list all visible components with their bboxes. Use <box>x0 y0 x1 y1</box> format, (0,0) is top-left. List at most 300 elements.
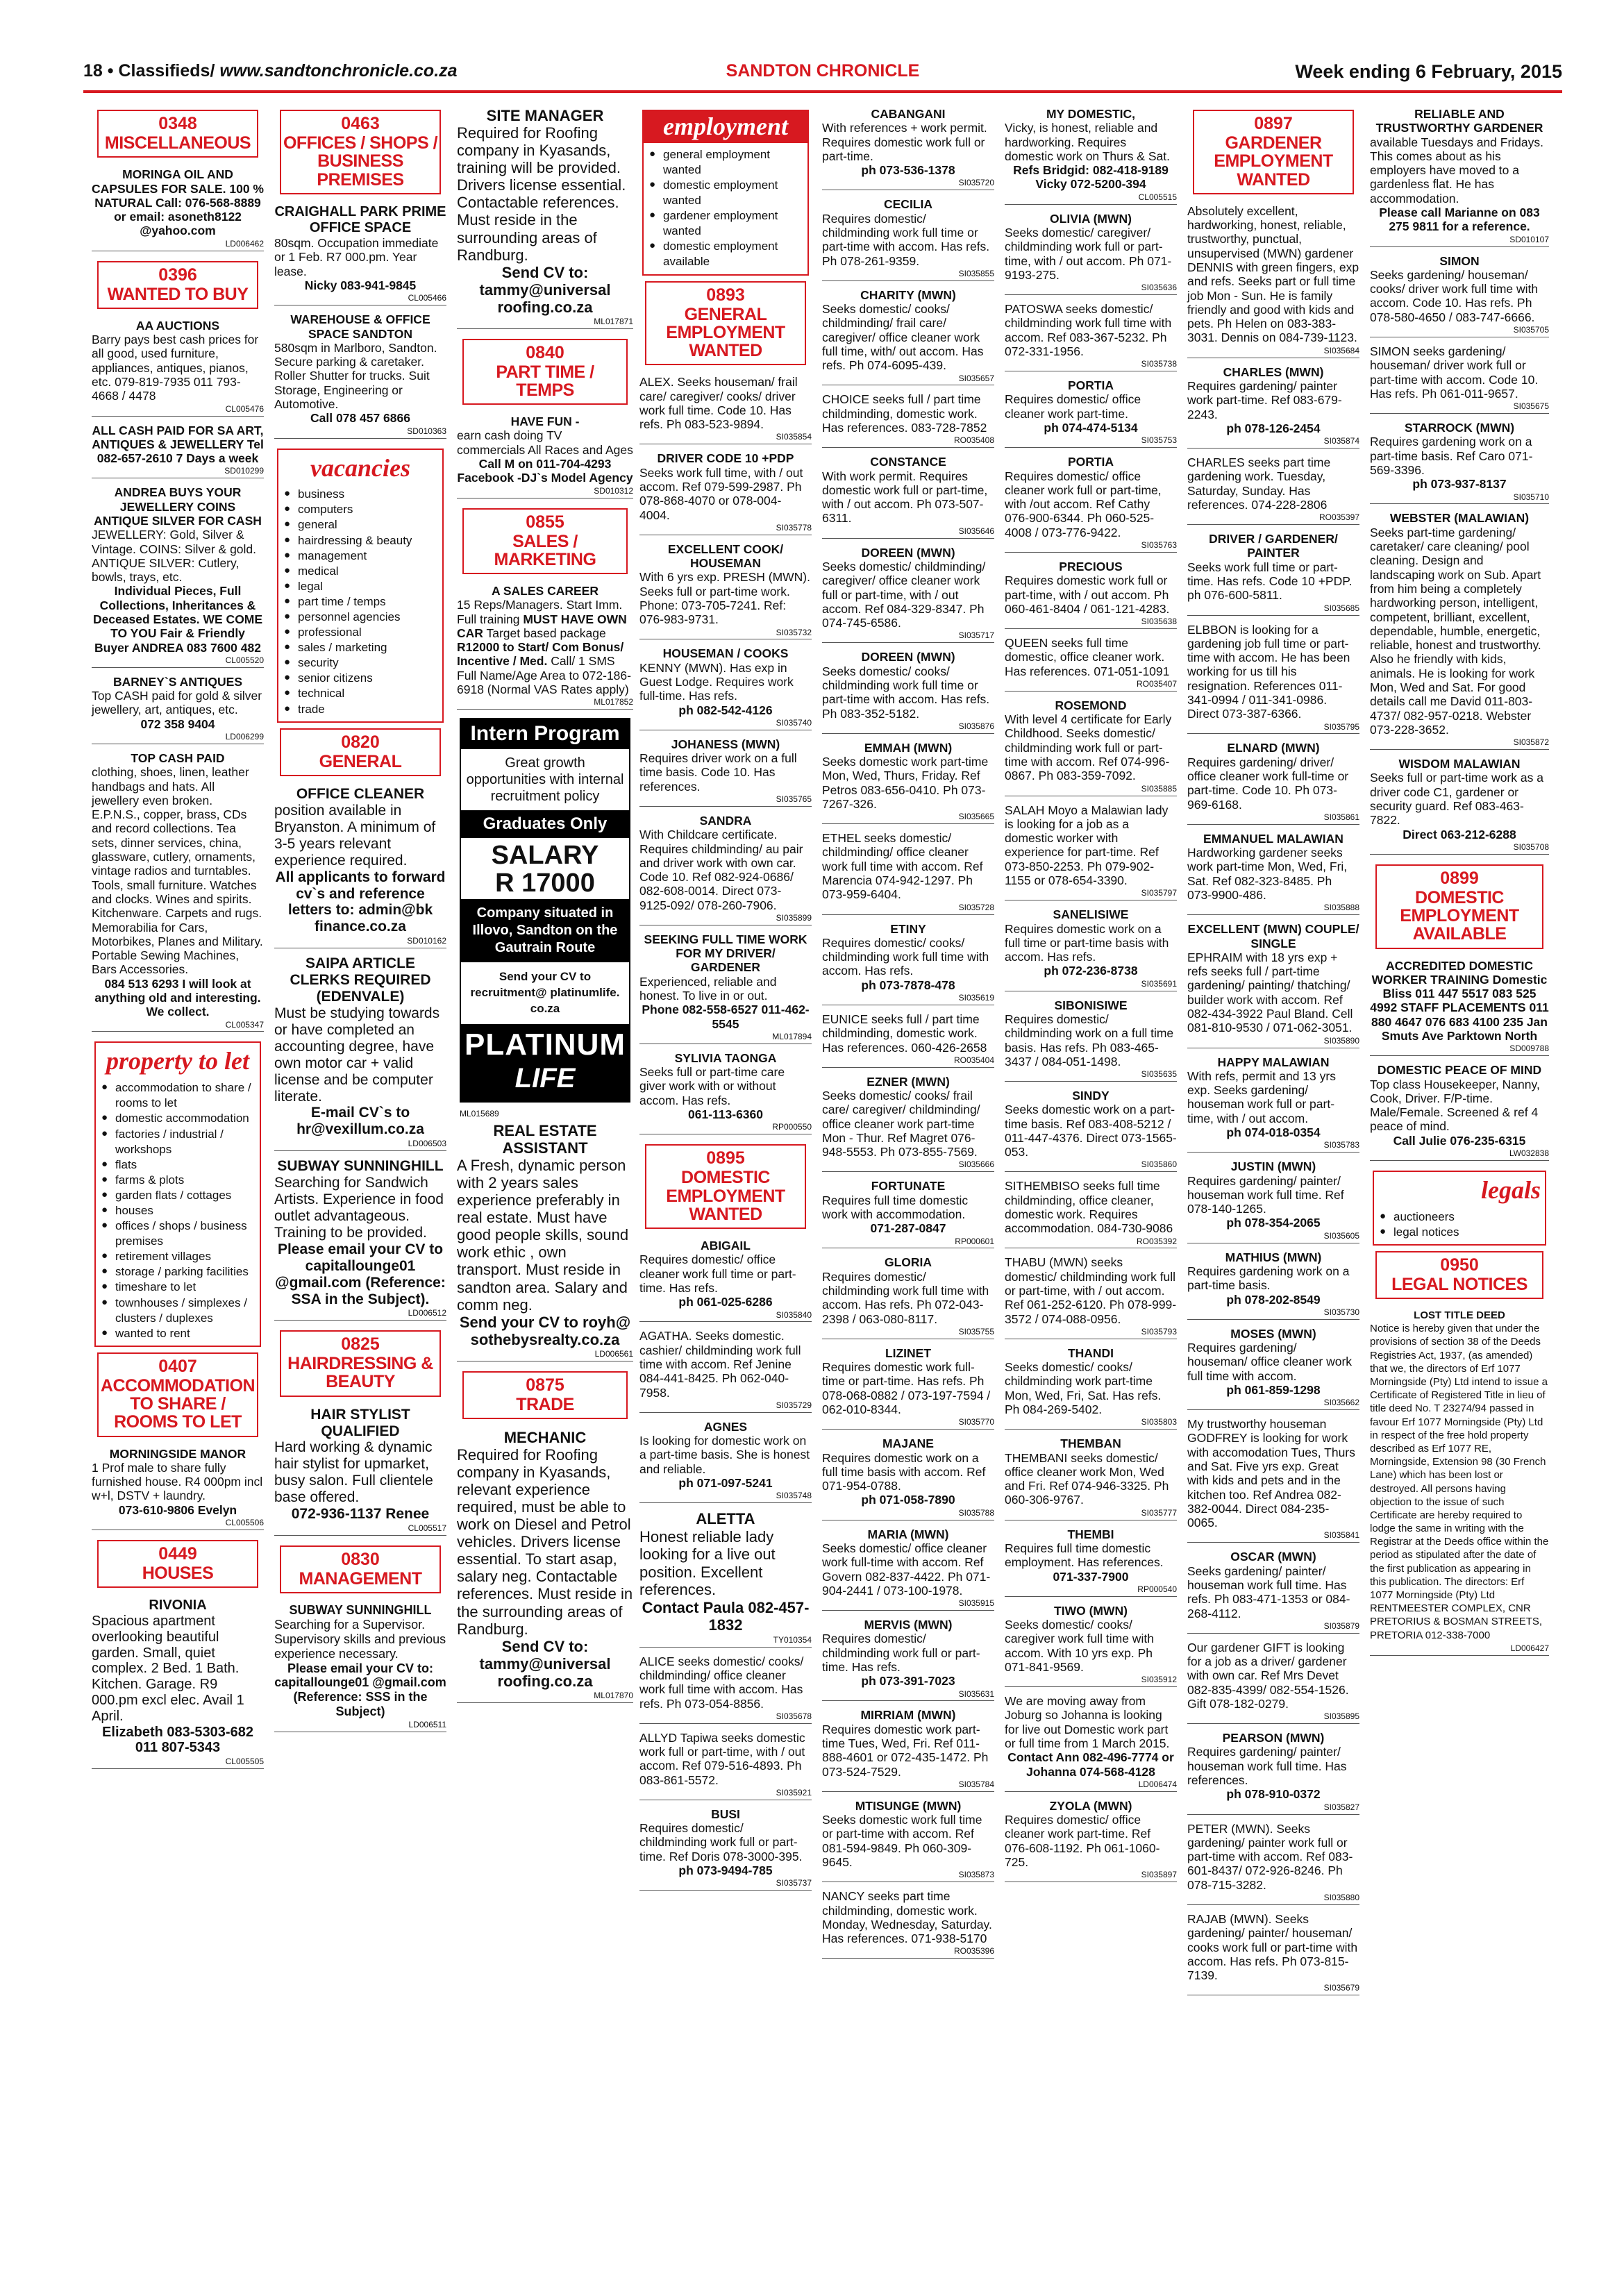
category-number: 0407 <box>158 1356 197 1376</box>
ad-code: SI035795 <box>1187 723 1359 735</box>
ad-head: PORTIA <box>1067 378 1114 393</box>
classified-ad <box>1003 801 1178 905</box>
ad-head: SINDY <box>1072 1089 1110 1103</box>
ad-phone: ph 073-9494-785 <box>678 1863 773 1878</box>
classified-ad <box>821 452 996 542</box>
ad-head: DOREEN (MWN) <box>861 650 955 664</box>
ad-moringa <box>90 165 265 255</box>
ad-body: Seeks gardening/ painter/ houseman work full time. Has refs. Ph 083-471-1353 or 084-268-4112. <box>1187 1564 1350 1620</box>
ad-head: MTISUNGE (MWN) <box>855 1798 962 1813</box>
intern-send[interactable]: Send your CV to recruitment@ platinumlife. co.za <box>470 969 620 1015</box>
ad-body: Requires domestic work on a full time or part-time basis with accom. Has refs. <box>1005 921 1169 964</box>
ad-code: SI035770 <box>822 1418 994 1430</box>
ad-body: Seeks domestic work on a part-time basis. Ref 083-408-5212 / 011-447-4376. Direct 073-1565-053. <box>1005 1103 1177 1159</box>
ad-code: SI035748 <box>639 1491 812 1503</box>
ad-code: SI035720 <box>822 178 994 190</box>
page-number-section: 18 • Classifieds/ <box>83 61 220 81</box>
ad-contact: E-mail CV`s to hr@vexillum.co.za <box>296 1105 424 1138</box>
ad-phone: 061-113-6360 <box>687 1107 764 1122</box>
ad-head: EXCELLENT (MWN) COUPLE/ SINGLE <box>1187 922 1359 950</box>
ad-code: SI035665 <box>822 812 994 824</box>
ad-code: SD010107 <box>1370 235 1549 247</box>
ad-phone: ph 071-097-5241 <box>678 1475 773 1490</box>
ad-phone: Nicky 083-941-9845 <box>304 278 417 293</box>
ad-contact: All applicants to forward cv`s and reference letters to: admin@bk finance.co.za <box>275 869 446 935</box>
category-general <box>280 728 441 776</box>
ad-head: AGNES <box>703 1419 748 1434</box>
classified-ad <box>821 1434 996 1524</box>
category-general-employment <box>645 281 806 366</box>
index-item: ● gardener employment wanted <box>648 208 803 239</box>
ad-body: earn cash doing TV commercials All Races and Ages <box>457 428 633 457</box>
category-title: GARDENER EMPLOYMENT WANTED <box>1214 133 1333 190</box>
ad-body: Seeks full or part-time work as a driver code C1, gardener or security guard. Ref 083-463-7822. <box>1370 771 1543 828</box>
ad-head: ALL CASH PAID FOR SA ART, ANTIQUES & JEWELLERY Tel 082-657-2610 7 Days a week <box>92 423 264 466</box>
index-item: ● domestic accommodation <box>100 1111 256 1126</box>
ad-code: SI035880 <box>1187 1893 1359 1905</box>
ad-body: Requires gardening/ driver/ office cleaner work full-time or part-time. Code 10. Ph 073-969-6168. <box>1187 755 1349 812</box>
classified-ad <box>638 930 813 1048</box>
ad-head: SYLIVIA TAONGA <box>674 1050 777 1065</box>
ad-body: Requires gardening/ painter/ houseman work full time. Has references. <box>1187 1745 1347 1788</box>
ad-body: Top CASH paid for gold & silver jewellery, art, antiques, etc. <box>92 689 262 717</box>
ad-code: RP000550 <box>639 1123 812 1134</box>
ad-body: EPHRAIM with 18 yrs exp + refs seeks full / part-time gardening/ painting/ thatching/ builder work with accom. Ref 082-434-3922 Paul Bland. Cell 081-810-9530 / 071-062-3051. <box>1187 950 1353 1035</box>
ad-phone: 071-337-7900 <box>1053 1569 1129 1584</box>
ad-code: LD006512 <box>274 1309 446 1321</box>
ad-head: ETINY <box>890 921 926 936</box>
ad-head: SUBWAY SUNNINGHILL <box>289 1603 432 1618</box>
ad-body: Our gardener GIFT is looking for a job as a driver/ gardener with own car. Ref Mrs Devet 082-835-4399/ 082-554-1526. Gift 078-182-0279. <box>1187 1640 1349 1711</box>
index-item: ● auctioneers <box>1378 1209 1541 1225</box>
ad-body: JEWELLERY: Gold, Silver & Vintage. COINS: Silver & gold. ANTIQUE SILVER: Cutlery, bowls, trays, etc. <box>92 528 257 585</box>
index-item: ● computers <box>283 502 438 517</box>
ad-body: Hardworking gardener seeks work part-time Mon, Wed, Fri, Sat. Ref 082-323-8485. Ph 073-9900-486. <box>1187 846 1348 903</box>
ad-rivonia <box>90 1595 265 1773</box>
ad-body: ALEX. Seeks houseman/ frail care/ caregiver/ cooks/ driver work full time. Code 10. Has refs. Ph 083-523-9894. <box>639 375 798 432</box>
classified-ad <box>1368 508 1550 754</box>
ad-code: SI035728 <box>822 903 994 915</box>
ad-andrea <box>90 483 265 671</box>
ad-phone: Contact Ann 082-496-7774 or Johanna 074-568-4128 <box>1007 1750 1174 1779</box>
classified-ad <box>1186 1728 1361 1818</box>
ad-code: SI035895 <box>1187 1712 1359 1724</box>
ad-head: SITE MANAGER <box>486 107 604 124</box>
ad-head: TOP CASH PAID <box>131 751 225 765</box>
ad-code: SI035872 <box>1370 738 1549 750</box>
classified-ad <box>1186 1157 1361 1247</box>
index-item: ● hairdressing & beauty <box>283 533 438 548</box>
ad-body: PETER (MWN). Seeks gardening/ painter work full or part-time with accom. Ref 083-601-8437/ 072-926-8246. Ph 078-715-3282. <box>1187 1821 1353 1892</box>
ad-head: REAL ESTATE ASSISTANT <box>493 1121 597 1157</box>
ad-body: SALAH Moyo a Malawian lady is looking for a job as a domestic worker with experience for part-time. Ref 073-850-2253. Ph 079-902-1155 or 078-654-3390. <box>1005 803 1169 888</box>
ad-body: Requires gardening/ houseman/ office cleaner work full time with accom. <box>1187 1341 1353 1383</box>
ad-contact: 072-936-1137 Renee <box>291 1506 430 1523</box>
classified-ad <box>1003 1434 1178 1524</box>
ad-code: SI035753 <box>1005 436 1177 448</box>
ad-code: SI035897 <box>1005 1870 1177 1882</box>
classified-ad <box>1368 342 1550 418</box>
ad-code: LD006299 <box>92 732 264 744</box>
ad-body: 1 Prof male to share fully furnished house. R4 000pm incl w+l, DSTV + laundry. <box>92 1460 263 1503</box>
classified-ad <box>638 1236 813 1326</box>
ad-code: SI035708 <box>1370 843 1549 855</box>
ad-code: SI035778 <box>639 523 812 535</box>
ad-head: MECHANIC <box>503 1428 587 1446</box>
ad-body: Requires domestic/ cooks/ childminding work full time with accom. Has refs. <box>822 935 989 978</box>
column-5 <box>821 104 996 1963</box>
ad-code: CL005476 <box>92 405 264 417</box>
classified-ad <box>1186 1053 1361 1157</box>
ad-phone: Elizabeth 083-5303-682 011 807-5343 <box>102 1724 253 1756</box>
classified-ad <box>1003 996 1178 1086</box>
index-item: ● management <box>283 548 438 564</box>
category-domestic-employment <box>645 1144 806 1229</box>
ad-code: RO035404 <box>822 1056 994 1068</box>
category-number: 0893 <box>706 285 745 305</box>
classified-ad <box>1186 1248 1361 1324</box>
classified-ad <box>821 1009 996 1072</box>
ad-body: position available in Bryanston. A minimum of 3-5 years relevant experience required. <box>274 802 436 869</box>
ad-code: SI035861 <box>1187 813 1359 825</box>
classified-ad <box>638 1048 813 1139</box>
ad-head: HAVE FUN - <box>510 414 580 429</box>
ad-code: SI035803 <box>1005 1418 1177 1430</box>
ad-code: TY010354 <box>639 1636 812 1648</box>
ad-accredited <box>1368 956 1550 1061</box>
classified-ad <box>638 539 813 644</box>
ad-list-col7 <box>1186 201 1361 2000</box>
classified-ad <box>821 389 996 452</box>
classified-ad <box>821 1886 996 1963</box>
classified-ad <box>821 1796 996 1886</box>
ad-phone: Phone 082-558-6527 011-462-5545 <box>642 1003 810 1031</box>
index-item: ● timeshare to let <box>100 1280 256 1295</box>
ad-code: LD006561 <box>457 1350 633 1361</box>
section-index <box>283 487 438 717</box>
ad-top-cash <box>90 748 265 1037</box>
ad-body: THABU (MWN) seeks domestic/ childminding work full or part-time, with / out accom. Ref 061-252-6120. Ph 078-999-3572 / 074-088-0956. <box>1005 1255 1177 1326</box>
category-number: 0463 <box>341 114 380 133</box>
category-domestic-available <box>1375 864 1543 949</box>
ad-head: MERVIS (MWN) <box>864 1618 953 1632</box>
ad-mechanic <box>455 1426 635 1707</box>
section-index <box>100 1080 256 1341</box>
ad-body: With refs, permit and 13 yrs exp. Seeks gardening/ houseman work full or part-time, with / out accom. <box>1187 1069 1336 1125</box>
ad-body: Honest reliable lady looking for a live out position. Excellent references. <box>639 1527 776 1599</box>
classified-ad <box>1003 1796 1178 1886</box>
ad-body: Spacious apartment overlooking beautiful garden. Small, quiet complex. 2 Bed. 1 Bath. Kitchen. Garage. R9 000.pm excl elec. Avail 1 April. <box>92 1614 244 1724</box>
category-number: 0840 <box>526 342 564 362</box>
ad-code: ML017894 <box>639 1032 812 1044</box>
ad-code: RO035397 <box>1187 513 1359 525</box>
ad-body: NANCY seeks part time childminding, domestic work. Monday, Wednesday, Saturday. Has references. 071-938-5170 <box>822 1889 992 1946</box>
header-url[interactable]: www.sandtonchronicle.co.za <box>219 61 458 81</box>
ad-head: SEEKING FULL TIME WORK FOR MY DRIVER/ GARDENER <box>644 932 807 975</box>
category-accommodation <box>97 1352 258 1437</box>
classified-ad <box>821 1252 996 1343</box>
ad-body: Requires domestic/ childminding work on a full time basis. Has refs. Ph 083-465-3437 / 084-051-1498. <box>1005 1012 1174 1069</box>
ad-head: MIRRIAM (MWN) <box>860 1708 956 1723</box>
ad-head: CECILIA <box>884 197 932 212</box>
ad-phone: ph 073-7878-478 <box>861 978 955 992</box>
category-part-time <box>462 339 628 405</box>
ad-lost-title-deed <box>1368 1306 1550 1660</box>
index-item: ● senior citizens <box>283 671 438 686</box>
ad-head: EZNER (MWN) <box>867 1074 950 1089</box>
ad-code: SI035684 <box>1187 346 1359 358</box>
classified-ad <box>1186 1414 1361 1547</box>
category-title: GENERAL <box>319 751 402 771</box>
ad-code: CL005506 <box>92 1518 264 1530</box>
ad-code: SI035732 <box>639 628 812 640</box>
index-item: ● general <box>283 517 438 533</box>
ad-head: OFFICE CLEANER <box>296 785 425 802</box>
ad-office-cleaner <box>273 783 448 953</box>
column-4 <box>638 104 813 1895</box>
intern-program-ad <box>460 718 630 1103</box>
ad-code: SI035876 <box>822 722 994 734</box>
classified-ad <box>1186 453 1361 529</box>
ad-head: EMMANUEL MALAWIAN <box>1203 831 1343 846</box>
ad-code: SD009788 <box>1370 1044 1549 1056</box>
category-number: 0820 <box>341 732 380 752</box>
ad-phone: ph 078-354-2065 <box>1226 1216 1321 1230</box>
ad-code: SI035685 <box>1187 604 1359 616</box>
ad-code: SI035827 <box>1187 1803 1359 1815</box>
ad-body: Requires domestic/ office cleaner work full or part-time, with /out accom. Ref Cathy 076-900-6344. Ph 060-525-4008 / 073-776-9422. <box>1005 469 1162 539</box>
ad-code: SI035729 <box>639 1401 812 1413</box>
index-item: ● factories / industrial / workshops <box>100 1127 256 1157</box>
ad-head: TIWO (MWN) <box>1054 1603 1128 1618</box>
ad-contact: Please email your CV to: capitallounge01 @gmail.com (Reference: SSS in the Subject) <box>274 1661 446 1719</box>
ad-code: SI035662 <box>1187 1398 1359 1410</box>
ad-code: SI035717 <box>822 631 994 643</box>
ad-body: Requires gardening/ painter work part-time. Ref 083-679-2243. <box>1187 378 1342 421</box>
ad-code: SI035675 <box>1370 402 1549 414</box>
ad-phone: 084 513 6293 I will look at anything old and interesting. We collect. <box>94 976 261 1019</box>
ad-body: Requires domestic/ childminding work full time or part-time with accom. Has refs. Ph 078-261-9359. <box>822 211 990 268</box>
ad-head: MORNINGSIDE MANOR <box>109 1446 246 1461</box>
ad-contact: Call M on 011-704-4293 Facebook -DJ`s Model Agency <box>457 457 633 485</box>
classified-ad <box>1368 418 1550 508</box>
ad-phone: 073-610-9806 Evelyn <box>118 1502 237 1517</box>
category-number: 0899 <box>1440 868 1479 888</box>
ad-body: With work permit. Requires domestic work full or part-time, with / out accom. Ph 073-507-6311. <box>822 469 988 526</box>
section-title: property to let <box>106 1047 249 1075</box>
category-number: 0449 <box>158 1543 197 1564</box>
ad-head: ELNARD (MWN) <box>1227 741 1320 755</box>
ad-body: 580sqm in Marlboro, Sandton. Secure parking & caretaker. Roller Shutter for trucks. Suit Storage, Engineering or Automotive. <box>274 340 437 411</box>
ad-head: WAREHOUSE & OFFICE SPACE SANDTON <box>290 312 430 341</box>
ad-code: SI035737 <box>639 1879 812 1891</box>
ad-code: LD006427 <box>1370 1643 1549 1656</box>
intern-title: Intern Program <box>461 719 629 749</box>
section-property-to-let <box>94 1041 261 1346</box>
ad-list-domestic-1 <box>638 1236 813 1507</box>
ad-head: AA AUCTIONS <box>135 318 220 333</box>
ad-head: BUSI <box>711 1807 740 1821</box>
classified-ad <box>638 1417 813 1507</box>
ad-code: SI035638 <box>1005 617 1177 629</box>
column-3 <box>455 104 635 1707</box>
ad-code: CL005505 <box>92 1757 264 1769</box>
index-item: ● offices / shops / business premises <box>100 1218 256 1249</box>
ad-body: Requires full time domestic employment. Has references. <box>1005 1541 1164 1570</box>
index-item: ● personnel agencies <box>283 610 438 625</box>
ad-code: LD006474 <box>1005 1780 1177 1792</box>
index-item: ● townhouses / simplexes / clusters / duplexes <box>100 1296 256 1326</box>
ad-head: MARIA (MWN) <box>867 1527 949 1541</box>
ad-head: THANDI <box>1067 1346 1114 1360</box>
index-item: ● security <box>283 655 438 671</box>
section-title: legals <box>1481 1175 1541 1204</box>
ad-code: ML017871 <box>457 317 633 329</box>
index-item: ● medical <box>283 564 438 579</box>
index-item: ● farms & plots <box>100 1173 256 1188</box>
ad-contact: Individual Pieces, Full Collections, Inheritances & Deceased Estates. WE COME TO YOU Fair & Friendly Buyer ANDREA 083 7600 482 <box>92 584 263 655</box>
index-item: ● technical <box>283 686 438 701</box>
category-title: GENERAL EMPLOYMENT WANTED <box>666 304 785 360</box>
category-title: LEGAL NOTICES <box>1391 1274 1527 1294</box>
ad-body: Barry pays best cash prices for all good, used furniture, appliances, antiques, pianos, etc. 079-819-7935 011 793-4668 / 4478 <box>92 333 259 403</box>
ad-body: Required for Roofing company in Kyasands, training will be provided. Drivers license essential. Contactable references. Must reside in the surrounding areas of Randburg. <box>457 124 626 264</box>
index-item: ● wanted to rent <box>100 1326 256 1341</box>
index-item: ● storage / parking facilities <box>100 1264 256 1280</box>
ad-phone: 071-287-0847 <box>870 1221 946 1236</box>
ad-code: CL005517 <box>274 1524 446 1536</box>
classified-ad <box>1368 251 1550 342</box>
classified-ad <box>821 1705 996 1795</box>
ad-code: SI035879 <box>1187 1622 1359 1634</box>
classified-ad <box>1003 209 1178 299</box>
ad-body: Seeks domestic/ cooks/ frail care/ caregiver/ childminding/ office cleaner work part-time Mon - Thur. Ref Magret 076-948-5553. Ph 073-855-7569. <box>822 1089 980 1159</box>
ad-body: SIMON seeks gardening/ houseman/ driver work full or part-time with accom. Code 10. Has refs. Ph 061-011-9657. <box>1370 344 1539 401</box>
ad-phone: ph 072-236-8738 <box>1044 964 1138 978</box>
classified-ad <box>1186 1324 1361 1414</box>
ad-phone: Direct 063-212-6288 <box>1403 827 1516 841</box>
ad-body: Is looking for domestic work on a part-time basis. She is honest and reliable. <box>639 1434 810 1476</box>
category-title: SALES / MARKETING <box>494 531 596 569</box>
salary-label: SALARY <box>491 840 599 870</box>
category-title: PART TIME / TEMPS <box>496 362 594 400</box>
category-title: DOMESTIC EMPLOYMENT AVAILABLE <box>1400 887 1519 944</box>
classified-ad <box>1003 557 1178 633</box>
ad-body: Seeks domestic work full time or part-time with accom. Ref 081-594-9849. Ph 060-309-9645. <box>822 1813 982 1870</box>
ad-phone: ph 073-937-8137 <box>1412 477 1507 492</box>
ad-head: THEMBI <box>1067 1527 1114 1541</box>
classified-ad <box>1003 299 1178 376</box>
ad-head: DRIVER CODE 10 +PDP <box>657 451 794 466</box>
ad-head: HOUSEMAN / COOKS <box>662 646 789 661</box>
category-title: MANAGEMENT <box>299 1568 422 1589</box>
ad-body: Must be studying towards or have completed an accounting degree, have own motor car + valid license and be computer literate. <box>274 1005 440 1105</box>
classified-ad <box>821 1525 996 1615</box>
ad-code: SI035860 <box>1005 1160 1177 1172</box>
ad-list-col5 <box>821 104 996 1963</box>
ad-contact: Send your CV to royh@ sothebysrealty.co.za <box>459 1313 631 1348</box>
page-header <box>83 61 1562 90</box>
classified-ad <box>1003 696 1178 801</box>
ad-head: SIMON <box>1439 253 1480 268</box>
ad-head: EXCELLENT COOK/ HOUSEMAN <box>667 542 784 571</box>
ad-body: Seeks work full time or part-time. Has refs. Code 10 +PDP. ph 076-600-5811. <box>1187 560 1353 603</box>
ad-head: LOST TITLE DEED <box>1414 1309 1505 1322</box>
category-miscellaneous <box>97 110 258 158</box>
index-item: ● houses <box>100 1203 256 1218</box>
classified-ad <box>638 811 813 930</box>
ad-body: available Tuesdays and Fridays. This comes about as his employers have moved to a gardenless flat. He has accommodation. <box>1370 135 1543 206</box>
ad-body: Requires gardening/ painter/ houseman work full time. Ref 078-140-1265. <box>1187 1173 1344 1216</box>
ad-code: SI035840 <box>639 1311 812 1323</box>
ad-code: RO035408 <box>822 436 994 448</box>
section-legals <box>1373 1171 1546 1246</box>
ad-head: SANDRA <box>699 813 752 828</box>
ad-head: FORTUNATE <box>871 1179 946 1193</box>
classified-ad <box>1003 1176 1178 1252</box>
classified-ad <box>821 1615 996 1705</box>
ad-phone: ph 074-474-5134 <box>1044 421 1138 435</box>
classified-ad <box>638 1652 813 1728</box>
ad-head: JUSTIN (MWN) <box>1230 1159 1316 1174</box>
ad-head: ANDREA BUYS YOUR JEWELLERY COINS ANTIQUE SILVER FOR CASH <box>94 485 262 528</box>
ad-phone: ph 061-859-1298 <box>1226 1382 1321 1397</box>
index-item: ● legal notices <box>1378 1225 1541 1240</box>
ad-body: Seeks domestic/ office cleaner work full-time with accom. Ref Govern 082-837-4422. Ph 071-904-2441 / 073-100-1978. <box>822 1541 991 1598</box>
category-hairdressing <box>280 1330 441 1397</box>
category-number: 0875 <box>526 1375 564 1395</box>
ad-contact: Call Julie 076-235-6315 <box>1393 1133 1526 1148</box>
ad-list-general-employment <box>638 372 813 1139</box>
ad-body: ELBBON is looking for a gardening job full time or part-time with accom. He has been working for us till his resignation. References 011-341-0994 / 011-341-0986. Direct 073-387-6366. <box>1187 622 1350 721</box>
category-number: 0830 <box>341 1549 380 1569</box>
ad-body: Requires domestic work on a full time basis with accom. Ref 071-954-0788. <box>822 1450 986 1493</box>
ad-phone: ph 078-126-2454 <box>1226 421 1321 435</box>
ad-code: SI035619 <box>822 994 994 1005</box>
masthead: SANDTON CHRONICLE <box>726 61 920 81</box>
ad-body: ETHEL seeks domestic/ childminding/ office cleaner work full time with accom. Ref Marencia 074-942-1297. Ph 073-959-6404. <box>822 831 983 902</box>
ad-head: MOSES (MWN) <box>1230 1326 1316 1341</box>
ad-head: ALETTA <box>696 1510 755 1528</box>
index-item: ● flats <box>100 1157 256 1173</box>
index-item: ● accommodation to share / rooms to let <box>100 1080 256 1111</box>
ad-code: LD006462 <box>92 240 264 251</box>
ad-head: DOREEN (MWN) <box>861 545 955 560</box>
ad-head: GLORIA <box>884 1255 932 1270</box>
ad-head: MAJANE <box>882 1436 934 1451</box>
classified-ad <box>1186 1638 1361 1728</box>
ad-body: Requires driver work on a full time basis. Code 10. Has references. <box>639 751 797 794</box>
ad-barney <box>90 672 265 748</box>
ad-body: Seeks domestic/ cooks/ childminding work full time or part-time with accom. Has refs. Ph 083-352-5182. <box>822 664 990 721</box>
ad-body: With 6 yrs exp. PRESH (MWN). Seeks full or part-time work. Phone: 073-705-7241. Ref: 076-983-9731. <box>639 570 810 627</box>
ad-body: ALLYD Tapiwa seeks domestic work full or part-time, with / out accom. Ref 079-516-4893. Ph 083-861-5572. <box>639 1730 805 1787</box>
ad-code: SI035873 <box>822 1870 994 1882</box>
ad-body: CHARLES seeks part time gardening work. Tuesday, Saturday, Sunday. Has references. 074-228-2806 <box>1187 455 1331 512</box>
ad-contact: Please call Marianne on 083 275 9811 for a reference. <box>1379 206 1540 234</box>
ad-code: SI035874 <box>1187 437 1359 449</box>
ad-code: SI035631 <box>822 1690 994 1702</box>
index-item: ● garden flats / cottages <box>100 1188 256 1203</box>
ad-phone: ph 074-018-0354 <box>1226 1125 1321 1140</box>
intern-salary <box>461 838 629 899</box>
ad-body: Seeks full or part-time care giver work with or without accom. Has refs. <box>639 1065 785 1107</box>
index-item: ● trade <box>283 702 438 717</box>
ad-list-col8 <box>1368 251 1550 859</box>
ad-head: LIZINET <box>885 1346 932 1360</box>
category-number: 0348 <box>158 114 197 133</box>
column-2 <box>273 104 448 1736</box>
